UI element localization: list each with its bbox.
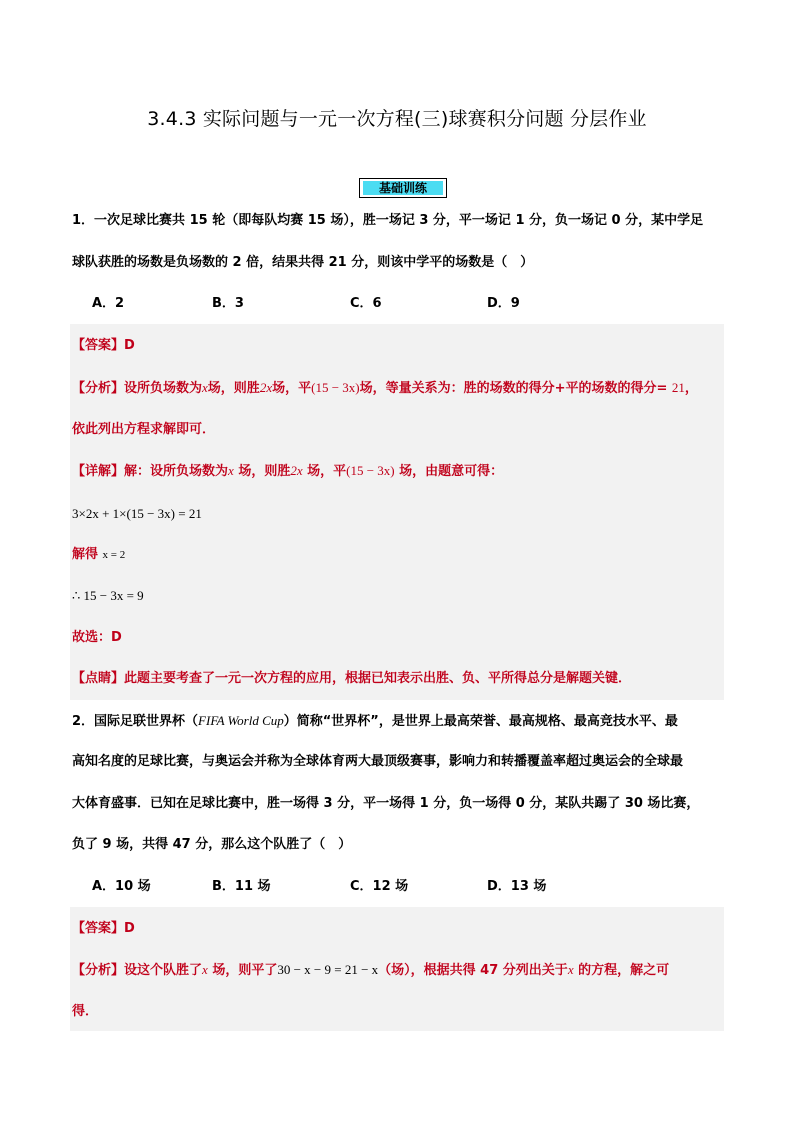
q2-stem-line1 (72, 712, 678, 731)
q1-choose: 故选：D (72, 630, 122, 645)
q1-analysis-line2: 依此列出方程求解即可． (72, 422, 216, 437)
q1-equation: 3×2x + 1×(15 − 3x) = 21 (72, 506, 202, 521)
q1-solve-label: 解得 (72, 547, 103, 562)
q1-solve-value: x = 2 (102, 549, 126, 561)
q1-detail-text-c: 场，平 (302, 464, 347, 479)
section-badge-label: 基础训练 (363, 181, 443, 195)
q1-analysis-text-a: 【分析】设所负场数为 (72, 381, 203, 396)
q2-analysis-text-a: 【分析】设这个队胜了 (72, 963, 203, 978)
q2-stem-line3: 大体育盛事．已知在足球比赛中，胜一场得 3 分，平一场得 1 分，负一场得 0 分，某队共踢了 30 场比赛， (72, 796, 700, 811)
q1-detail-text-b: 场，则胜 (233, 464, 291, 479)
q1-detail-text-d: 场，由题意可得： (394, 464, 504, 479)
q2-analysis-expr: 30 − x − 9 = 21 − x (277, 962, 379, 977)
q2-analysis-line2: 得． (72, 1004, 99, 1019)
q1-analysis-text-b: 场，则胜 (207, 381, 260, 396)
q1-analysis-expr: (15 − 3x) (311, 380, 360, 395)
q1-analysis-text-d: 场，等量关系为：胜的场数的得分+平的场数的得分= (359, 381, 672, 396)
q2-option-b: B．11 场 (212, 879, 271, 894)
q2-stem-en: FIFA World Cup (198, 713, 284, 728)
q1-detail-var-x: x (228, 463, 234, 478)
section-badge (359, 178, 447, 198)
q2-analysis-text-d: 的方程，解之可 (573, 963, 670, 978)
q1-detail-line (72, 462, 503, 481)
q1-therefore: ∴ 15 − 3x = 9 (72, 588, 144, 603)
q2-analysis-text-c: （场），根据共得 47 分列出关于 (378, 963, 568, 978)
q2-stem-line4: 负了 9 场，共得 47 分，那么这个队胜了（ ） (72, 837, 352, 852)
q1-answer: 【答案】D (72, 338, 135, 353)
q1-stem-line1: 1．一次足球比赛共 15 轮（即每队均赛 15 场），胜一场记 3 分，平一场记 1 分，负一场记 0 分，某中学足 (72, 213, 704, 228)
q2-option-c: C．12 场 (350, 879, 409, 894)
q2-answer: 【答案】D (72, 921, 135, 936)
q1-analysis-text-e: ， (684, 381, 698, 396)
q1-option-d: D．9 (487, 296, 520, 311)
q1-option-c: C．6 (350, 296, 382, 311)
q1-analysis-2x: 2x (259, 380, 273, 395)
q2-analysis-var-x: x (202, 962, 208, 977)
q1-stem-line2: 球队获胜的场数是负场数的 2 倍，结果共得 21 分，则该中学平的场数是（ ） (72, 255, 534, 270)
q1-solve-line (72, 546, 125, 564)
q2-option-a: A．10 场 (92, 879, 151, 894)
q1-analysis-line1 (72, 379, 698, 398)
q1-option-a: A．2 (92, 296, 125, 311)
q1-analysis-var-x: x (202, 380, 208, 395)
q2-option-d: D．13 场 (487, 879, 547, 894)
q1-option-b: B．3 (212, 296, 244, 311)
q1-analysis-text-c: 场，平 (272, 381, 312, 396)
q2-analysis-text-b: 场，则平了 (207, 963, 278, 978)
q2-stem-text-b: ）简称“世界杯”，是世界上最高荣誉、最高规格、最高竞技水平、最 (283, 714, 678, 729)
q1-comment: 【点睛】此题主要考查了一元一次方程的应用，根据已知表示出胜、负、平所得总分是解题关键． (72, 671, 632, 686)
q1-detail-expr: (15 − 3x) (346, 463, 395, 478)
q2-stem-text-a: 2．国际足联世界杯（ (72, 714, 199, 729)
q2-analysis-var-x2: x (567, 962, 574, 977)
q2-stem-line2: 高知名度的足球比赛，与奥运会并称为全球体育两大最顶级赛事，影响力和转播覆盖率超过奥运会的全球最 (72, 754, 684, 769)
page-title: 3.4.3 实际问题与一元一次方程(三)球赛积分问题 分层作业 (147, 108, 647, 130)
q1-detail-text-a: 【详解】解：设所负场数为 (72, 464, 229, 479)
q1-analysis-21: 21 (671, 380, 685, 395)
q2-analysis-line1 (72, 961, 669, 980)
q1-detail-2x: 2x (290, 463, 303, 478)
